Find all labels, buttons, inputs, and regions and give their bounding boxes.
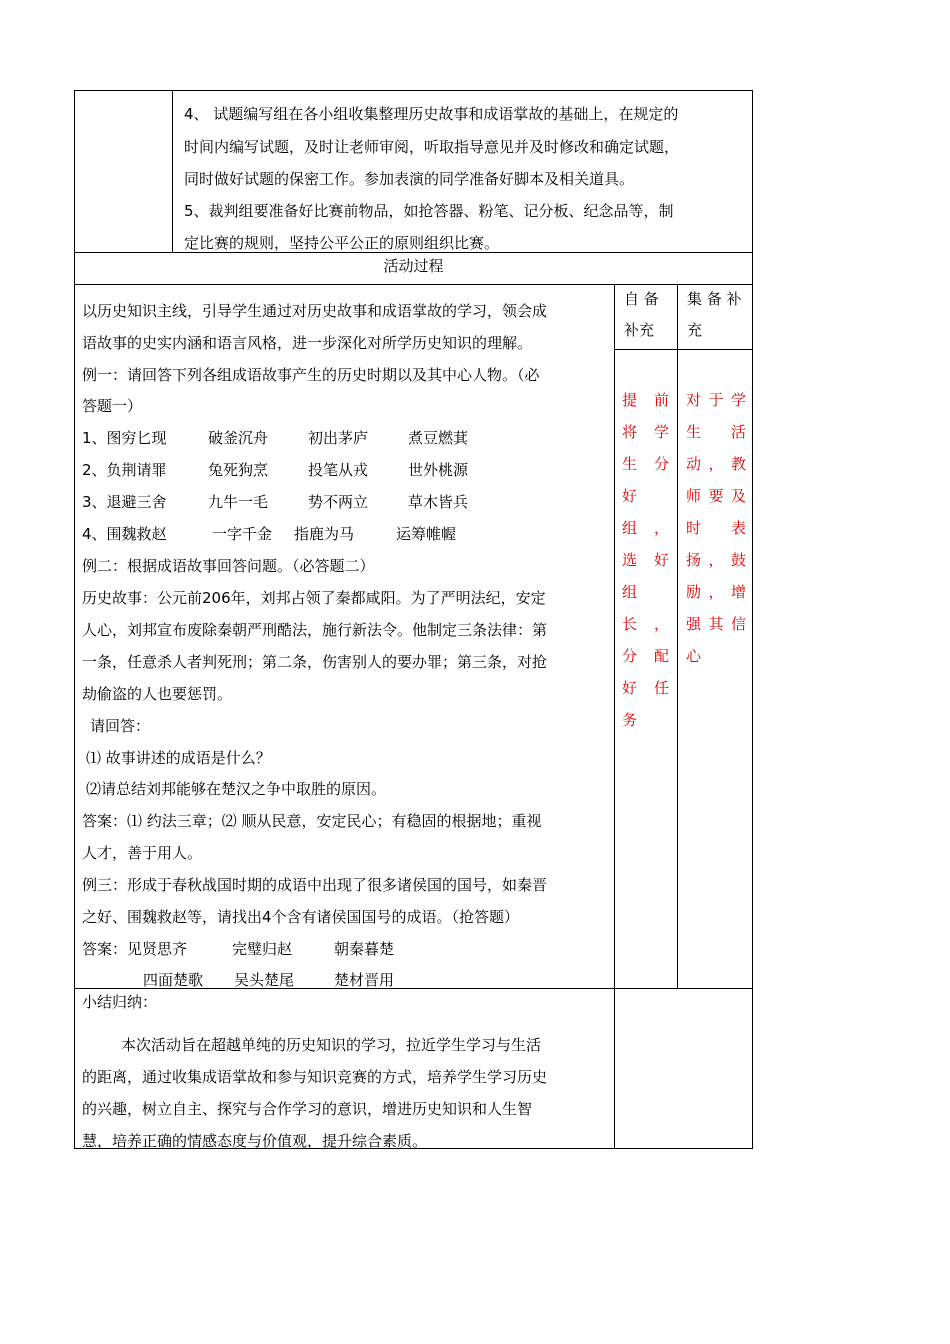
idiom: 2、负荆请罪 (82, 461, 167, 479)
table-right-rule (752, 90, 753, 1148)
prep-item4-line2: 时间内编写试题，及时让老师审阅，听取指导意见并及时修改和确定试题， (184, 138, 680, 156)
ask-line: 请回答： (90, 717, 151, 735)
table-rule-col-header (614, 349, 753, 350)
answer3-idiom: 吴头楚尾 (234, 971, 295, 989)
table-rule-prep-divider (172, 90, 173, 252)
note-line: 组 (622, 583, 638, 601)
example1-line2: 答题一） (82, 397, 143, 415)
idiom: 4、围魏救赵 (82, 525, 167, 543)
note-line: 强其信 (686, 615, 746, 633)
prep-item4-line1: 4、 试题编写组在各小组收集整理历史故事和成语掌故的基础上，在规定的 (184, 105, 679, 123)
summary-line1: 本次活动旨在超越单纯的历史知识的学习，拉近学生学习与生活 (121, 1036, 542, 1054)
table-top-rule (74, 90, 753, 91)
summary-line4: 慧，培养正确的情感态度与价值观，提升综合素质。 (82, 1132, 428, 1150)
table-rule-heading-bottom (74, 284, 753, 285)
note-line: 心 (686, 647, 702, 665)
prep-item5-line2: 定比赛的规则，坚持公平公正的原则组织比赛。 (184, 234, 500, 252)
answer3-idiom: 楚材晋用 (334, 971, 395, 989)
note-line: 生 活 (686, 423, 746, 441)
idiom: 运筹帷幄 (396, 525, 457, 543)
question2: ⑵请总结刘邦能够在楚汉之争中取胜的原因。 (86, 780, 387, 798)
idiom: 煮豆燃萁 (408, 429, 469, 447)
example2-line: 例二：根据成语故事回答问题。（必答题二） (82, 557, 375, 575)
note-line: 将 学 (622, 423, 669, 441)
note-line: 选 好 (622, 551, 669, 569)
idiom: 破釜沉舟 (208, 429, 269, 447)
example3-line2: 之好、围魏救赵等，请找出4个含有诸侯国国号的成语。（抢答题） (82, 908, 520, 926)
note-line: 动，教 (686, 455, 746, 473)
summary-line2: 的距离，通过收集成语掌故和参与知识竞赛的方式，培养学生学习历史 (82, 1068, 548, 1086)
idiom: 初出茅庐 (308, 429, 369, 447)
answer3-idiom: 完璧归赵 (232, 940, 293, 958)
intro-line2: 语故事的史实内涵和语言风格，进一步深化对所学历史知识的理解。 (82, 334, 533, 352)
note-line: 励，增 (686, 583, 746, 601)
note-line: 分 配 (622, 647, 669, 665)
note-line: 好 任 (622, 679, 669, 697)
self-prep-note (622, 384, 669, 736)
intro-line1: 以历史知识主线，引导学生通过对历史故事和成语掌故的学习，领会成 (82, 302, 548, 320)
note-line: 提 前 (622, 391, 669, 409)
story-line2: 人心，刘邦宣布废除秦朝严刑酷法，施行新法令。他制定三条法律：第 (82, 621, 548, 639)
example3-line1: 例三：形成于春秋战国时期的成语中出现了很多诸侯国的国号，如秦晋 (82, 876, 548, 894)
answer3-idiom: 朝秦暮楚 (334, 940, 395, 958)
prep-item5-line1: 5、裁判组要准备好比赛前物品，如抢答器、粉笔、记分板、纪念品等，制 (184, 202, 674, 220)
note-line: 生 分 (622, 455, 669, 473)
group-prep-header-line2: 充 (687, 321, 703, 339)
group-prep-header-line1: 集 备 补 (687, 290, 742, 308)
note-line: 务 (622, 711, 638, 729)
answer2-line2: 人才，善于用人。 (82, 844, 203, 862)
idiom: 草木皆兵 (408, 493, 469, 511)
note-line: 扬，鼓 (686, 551, 746, 569)
note-line: 长 ， (622, 615, 669, 633)
note-line: 对于学 (686, 391, 746, 409)
idiom: 兔死狗烹 (208, 461, 269, 479)
table-rule-group-col (677, 284, 678, 988)
idiom: 3、退避三舍 (82, 493, 167, 511)
note-line: 师要及 (686, 487, 746, 505)
answer3-idiom: 答案：见贤思齐 (82, 940, 188, 958)
table-left-rule (74, 90, 75, 1148)
idiom: 投笔从戎 (308, 461, 369, 479)
table-rule-self-col (614, 284, 615, 1148)
prep-item4-line3: 同时做好试题的保密工作。参加表演的同学准备好脚本及相关道具。 (184, 170, 635, 188)
idiom: 势不两立 (308, 493, 369, 511)
story-line1: 历史故事：公元前206年，刘邦占领了秦都咸阳。为了严明法纪，安定 (82, 589, 546, 607)
idiom: 世外桃源 (408, 461, 469, 479)
example1-line1: 例一：请回答下列各组成语故事产生的历史时期以及其中心人物。（必 (82, 366, 540, 384)
question1: ⑴ 故事讲述的成语是什么？ (86, 749, 271, 767)
process-heading: 活动过程 (383, 257, 444, 275)
group-prep-note (686, 384, 746, 672)
note-line: 时 表 (686, 519, 746, 537)
note-line: 好 (622, 487, 638, 505)
self-prep-header-line1: 自 备 (624, 290, 659, 308)
summary-heading: 小结归纳： (82, 993, 158, 1011)
idiom: 一字千金 (212, 525, 273, 543)
note-line: 组 ， (622, 519, 669, 537)
story-line3: 一条，任意杀人者判死刑；第二条，伤害别人的要办罪；第三条，对抢 (82, 653, 548, 671)
idiom: 指鹿为马 (294, 525, 355, 543)
story-line4: 劫偷盗的人也要惩罚。 (82, 685, 233, 703)
summary-line3: 的兴趣，树立自主、探究与合作学习的意识，增进历史知识和人生智 (82, 1100, 533, 1118)
idiom: 九牛一毛 (208, 493, 269, 511)
self-prep-header-line2: 补充 (624, 321, 655, 339)
idiom: 1、图穷匕现 (82, 429, 167, 447)
answer3-idiom: 四面楚歌 (143, 971, 204, 989)
answer2-line1: 答案：⑴ 约法三章；⑵ 顺从民意，安定民心；有稳固的根据地；重视 (82, 812, 542, 830)
